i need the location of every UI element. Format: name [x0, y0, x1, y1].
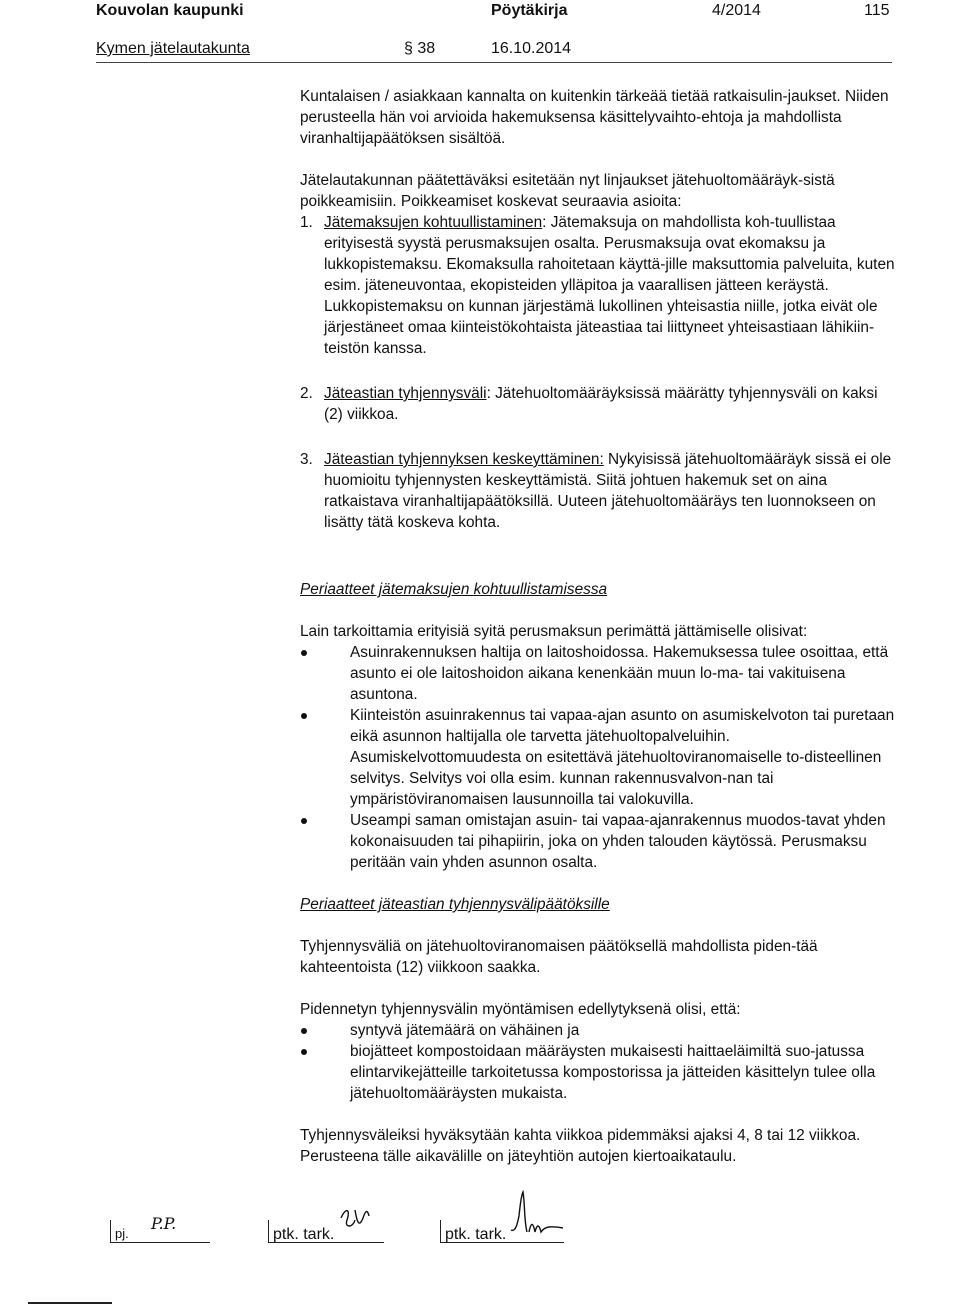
page-number: 115	[864, 2, 890, 19]
footer-label-ptk: ptk. tark.	[445, 1226, 507, 1243]
list-item: Useampi saman omistajan asuin- tai vapaa-ajanrakennus muodos-tavat yhden kokonaisuuden tai pihapiirin, joka on yhden talouden käytössä. Perusmaksu peritään vain yhden asunnon osalta.	[300, 810, 900, 873]
header-rule	[96, 62, 892, 63]
reviewer-2-signature-icon	[507, 1186, 567, 1240]
item-title: Jäteastian tyhjennyksen keskeyttäminen:	[324, 451, 604, 468]
bullet-icon	[300, 642, 350, 705]
bullet-icon	[300, 1041, 350, 1104]
list-item: Kiinteistön asuinrakennus tai vapaa-ajan asunto on asumiskelvoton tai puretaan eikä asunnon haltijalla ole tarvetta jätehuoltopalveluihin. Asumiskelvottomuudesta on esitettävä jätehuoltoviranomaiselle to-disteellinen selvitys. Selvitys voi olla esim. kunnan rakennusvalvon-nan tai ympäristöviranomaisen lausunnoilla tai valokuvilla.	[300, 705, 900, 810]
bullet-icon	[300, 1020, 350, 1041]
bullet-icon	[300, 705, 350, 810]
doc-number: 4/2014	[712, 2, 761, 19]
paragraph-interval: Tyhjennysväliä on jätehuoltoviranomaisen päätöksellä mahdollista piden-tää kahteentoista (12) viikkoon saakka.	[300, 938, 818, 976]
item-number: 2.	[300, 385, 313, 402]
footer-field-chair	[110, 1214, 210, 1243]
footer-label-pj: pj.	[115, 1226, 129, 1241]
exception-item-2	[300, 383, 900, 425]
exception-item-1	[300, 212, 900, 359]
list-item: biojätteet kompostoidaan määräysten mukaisesti haittaeläimiltä suo-jatussa elintarvikejätteille tarkoitetussa kompostorissa ja jätteiden käsittelyn tulee olla jätehuoltomääräysten mukaista.	[300, 1041, 900, 1104]
reviewer-1-signature-icon	[335, 1198, 375, 1238]
paragraph-conditions: Pidennetyn tyhjennysvälin myöntämisen edellytyksenä olisi, että:	[300, 1001, 741, 1018]
board-name: Kymen jätelautakunta	[96, 40, 250, 57]
section-intro: Lain tarkoittamia erityisiä syitä perusmaksun perimättä jättämiselle olisivat:	[300, 623, 808, 640]
item-title: Jäteastian tyhjennysväli	[324, 385, 487, 402]
item-text: : Jätemaksuja on mahdollista koh-tuullistaa erityisestä syystä perusmaksujen osalta. Perusmaksuja ovat ekomaksu ja lukkopistemaksu. Ekomaksulla rahoitetaan käyttä-jille maksuttomia palveluita, kuten esim. jäteneuvontaa, ekopisteiden ylläpitoa ja vaarallisen jätteen keräystä. Lukkopistemaksu on kunnan järjestämä lukollinen yhteisastia niille, jotka eivät ole järjestäneet omaa kiinteistökohtaista jäteastiaa tai liittyneet yhteisastiaan lähikiin-teistön kanssa.	[324, 214, 895, 357]
section-heading-fee-adjustment: Periaatteet jätemaksujen kohtuullistamisessa	[300, 581, 608, 598]
doc-type: Pöytäkirja	[491, 2, 568, 19]
item-text: : Jätehuoltomääräyksissä määrätty tyhjennysväli on kaksi (2) viikkoa.	[324, 385, 878, 423]
item-number: 1.	[300, 214, 313, 231]
chair-initials: P.P.	[151, 1214, 177, 1233]
exception-item-3	[300, 449, 900, 533]
list-item: syntyvä jätemäärä on vähäinen ja	[300, 1020, 900, 1041]
paragraph-exceptions: Jätelautakunnan päätettäväksi esitetään nyt linjaukset jätehuoltomääräyk-sistä poikkeamisiin. Poikkeamiset koskevat seuraavia asioita:	[300, 172, 835, 210]
paragraph-intro: Kuntalaisen / asiakkaan kannalta on kuitenkin tärkeää tietää ratkaisulin-jaukset. Niiden perusteella hän voi arvioida hakemuksensa käsittelyvaihto-ehtoja ja mahdollista viranhaltijapäätöksen sisältöä.	[300, 88, 889, 147]
org-name: Kouvolan kaupunki	[96, 2, 244, 19]
paragraph-accepted-intervals: Tyhjennysväleiksi hyväksytään kahta viikkoa pidemmäksi ajaksi 4, 8 tai 12 viikkoa. Perusteena tälle aikavälille on jäteyhtiön autojen kiertoaikataulu.	[300, 1127, 861, 1165]
item-title: Jätemaksujen kohtuullistaminen	[324, 214, 543, 231]
footer-field-reviewer-1	[268, 1220, 384, 1243]
bottom-rule	[28, 1302, 112, 1304]
bullet-icon	[300, 810, 350, 873]
item-text: Nykyisissä jätehuoltomääräyk sissä ei ole huomioitu tyhjennysten keskeyttämistä. Siitä johtuen hakemuk set on aina ratkaistava viranhaltijapäätöksillä. Uuteen jätehuoltomääräys ten luonnokseen on lisätty tätä koskeva kohta.	[324, 451, 892, 531]
section-number: § 38	[404, 40, 436, 57]
footer-label-ptk: ptk. tark.	[273, 1226, 335, 1243]
section-heading-emptying-interval: Periaatteet jäteastian tyhjennysvälipäätöksille	[300, 896, 610, 913]
document-body	[300, 86, 900, 1167]
item-number: 3.	[300, 451, 313, 468]
footer-field-reviewer-2	[440, 1220, 564, 1243]
meeting-date: 16.10.2014	[491, 40, 572, 57]
list-item: Asuinrakennuksen haltija on laitoshoidossa. Hakemuksessa tulee osoittaa, että asunto ei ole laitoshoidon aikana kenenkään muun lo-ma- tai vakituisena asuntona.	[300, 642, 900, 705]
